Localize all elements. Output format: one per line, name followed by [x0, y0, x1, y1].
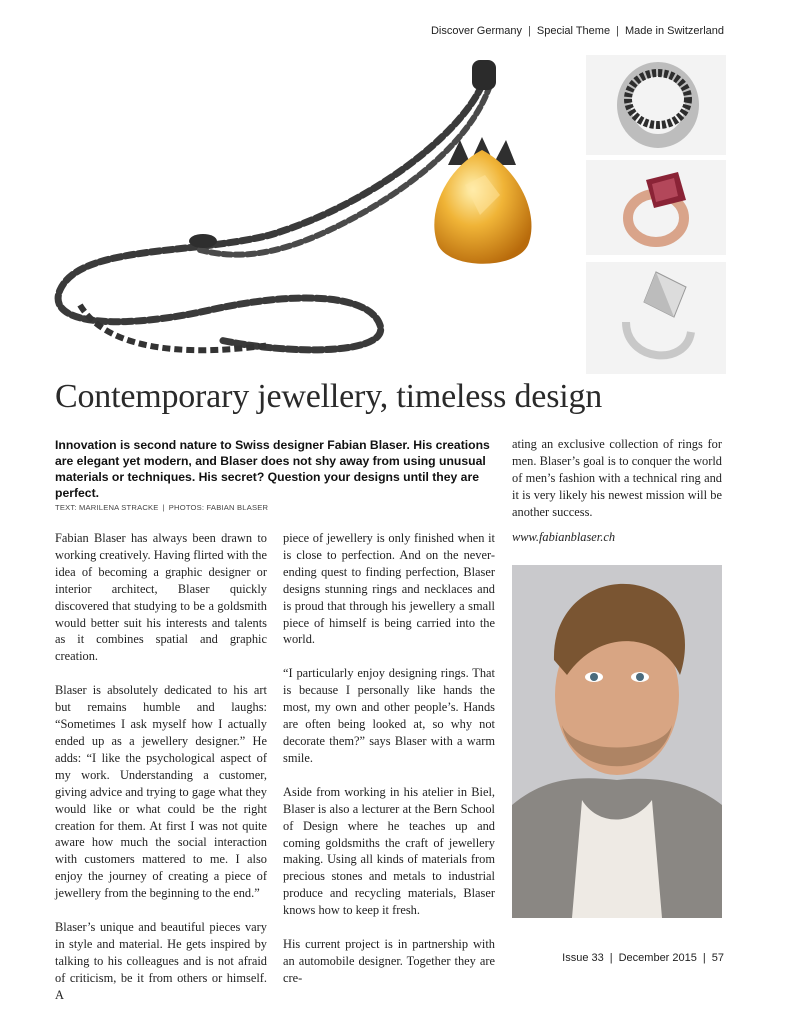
ring-photo-rose-gold — [586, 160, 726, 255]
article-column-3 — [512, 436, 722, 531]
credits-text: TEXT: MARILENA STRACKE — [55, 503, 159, 512]
header-theme: Special Theme — [536, 25, 611, 37]
necklace-photo — [40, 55, 580, 385]
ring-photo-silver — [586, 55, 726, 155]
paragraph: “I particularly enjoy designing rings. That is because I personally like hands the most, my own and other people’s. Hands are often being looked at, so why not decorate them?” says Blaser with a warm smile. — [283, 666, 495, 765]
footer-date: December 2015 — [618, 952, 697, 964]
paragraph: His current project is in partnership with an automobile designer. Together they are cre- — [283, 937, 495, 985]
article-column-2 — [283, 530, 495, 1004]
article-lead: Innovation is second nature to Swiss designer Fabian Blaser. His creations are elegant yet modern, and Blaser does not shy away from using unusual materials or techniques. His secret? Question your designs until they are perfect. — [55, 438, 490, 500]
page-number: 57 — [711, 952, 724, 964]
header-topic: Made in Switzerland — [624, 25, 724, 37]
ring-photo-diamond — [586, 262, 726, 374]
website-link[interactable]: www.fabianblaser.ch — [512, 530, 616, 544]
paragraph: Aside from working in his atelier in Biel, Blaser is also a lecturer at the Bern School of Design where he teaches up and coming goldsmiths the craft of jewellery making. Using all kinds of materials from precious stones and metals to industrial produce and recycling materials, Blaser knows how to keep it fresh. — [283, 784, 495, 918]
page-footer: Issue 33 | December 2015 | 57 — [562, 952, 724, 964]
footer-issue: Issue 33 — [562, 952, 604, 964]
credits-photos: PHOTOS: FABIAN BLASER — [168, 503, 269, 512]
paragraph: Blaser is absolutely dedicated to his art but remains humble and laughs: “Sometimes I ask myself how I actually ended up as a jewellery designer.” He adds: “I like the psychological aspect of my work. Understanding a customer, giving advice and trying to gage what they would like or what could be the right creation for them. At first I was not quite aware how much the social interaction with customers mattered to me. I also enjoy the journey of creating a piece of jewellery from the beginning to the end.” — [55, 683, 267, 901]
designer-portrait — [512, 565, 722, 918]
article-title: Contemporary jewellery, timeless design — [55, 378, 603, 415]
paragraph: Blaser’s unique and beautiful pieces vary in style and material. He gets inspired by talking to his colleagues and is not afraid of criticism, be it from others or himself. A — [55, 920, 267, 1002]
paragraph: piece of jewellery is only finished when it is close to perfection. And on the never-ending quest to finding perfection, Blaser designs stunning rings and necklaces and is proud that through his jewellery a small piece of himself is being carried into the world. — [283, 531, 495, 647]
running-header: Discover Germany | Special Theme | Made in Switzerland — [430, 25, 724, 37]
paragraph: ating an exclusive collection of rings for men. Blaser’s goal is to conquer the world of men’s fashion with a technical ring and it is very likely his newest mission will be another success. — [512, 437, 722, 519]
article-column-1 — [55, 530, 267, 1021]
header-section: Discover Germany — [430, 25, 523, 37]
paragraph: Fabian Blaser has always been drawn to working creatively. Having flirted with the idea of becoming a graphic designer or interior architect, Blaser quickly discovered that studying to be a goldsmith would better suit his interests and talents as it combines spatial and graphic creation. — [55, 531, 267, 664]
article-credits: TEXT: MARILENA STRACKE | PHOTOS: FABIAN BLASER — [55, 503, 269, 512]
